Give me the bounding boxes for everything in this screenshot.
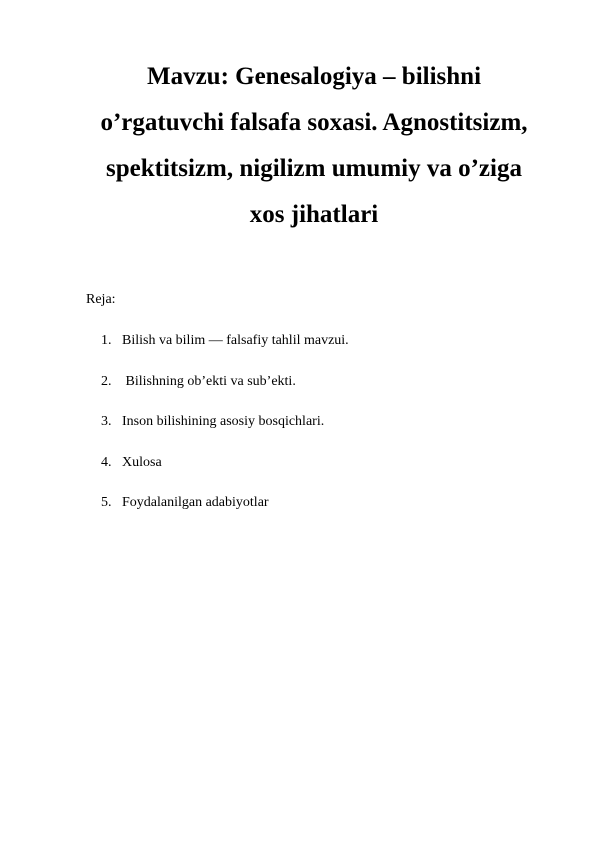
document-title (80, 54, 548, 238)
plan-item-number: 2. (101, 373, 112, 389)
title-line-4: xos jihatlari (249, 201, 379, 228)
plan-item-text: Xulosa (122, 454, 162, 470)
plan-item-text: Inson bilishining asosiy bosqichlari. (122, 414, 325, 429)
plan-item-number: 4. (101, 454, 112, 470)
plan-item-text: Foydalanilgan adabiyotlar (122, 495, 269, 510)
plan-label: Reja: (86, 292, 116, 307)
plan-item-text: Bilish va bilim — falsafiy tahlil mavzui. (122, 333, 349, 348)
plan-item-number: 1. (101, 333, 112, 348)
title-line-1: Mavzu: Genesalogiya – bilishni (146, 63, 482, 90)
plan-item-number: 3. (101, 414, 112, 429)
title-line-3: spektitsizm, nigilizm umumiy va o’ziga (106, 155, 522, 182)
plan-item-text: Bilishning ob’ekti va sub’ekti. (122, 373, 296, 389)
title-line-2: o’rgatuvchi falsafa soxasi. Agnostitsizm, (100, 109, 528, 136)
plan-item-number: 5. (101, 495, 112, 510)
